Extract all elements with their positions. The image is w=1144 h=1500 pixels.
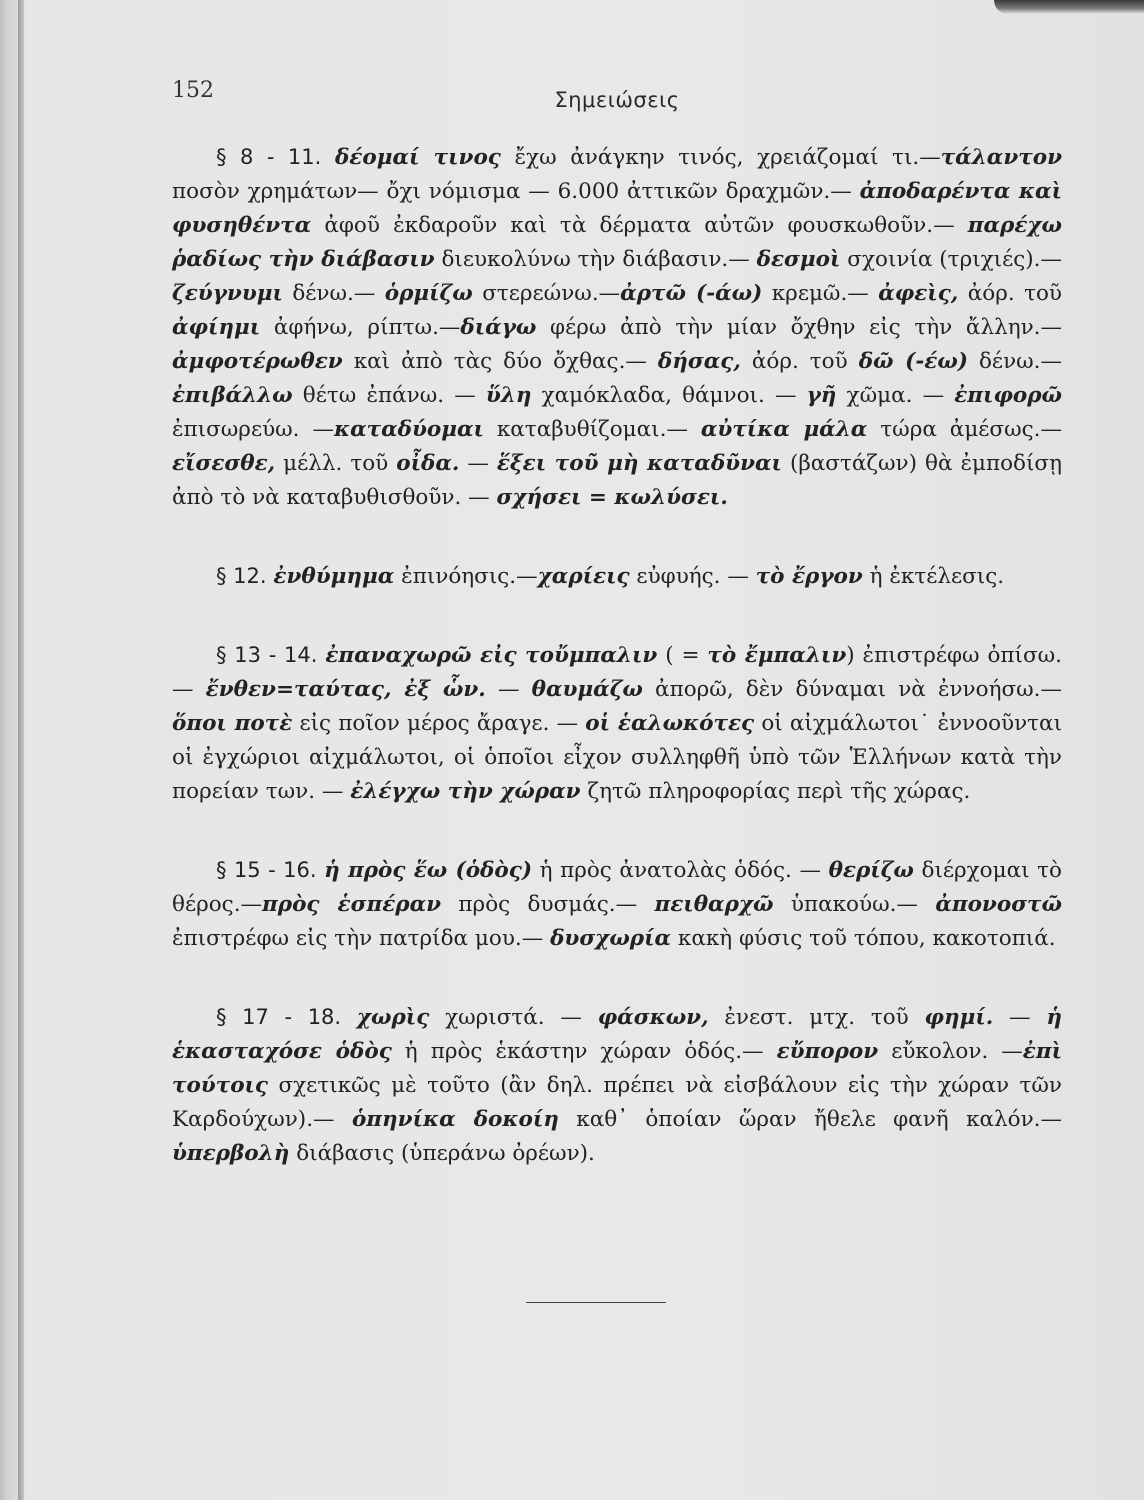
gloss-text: — <box>993 1005 1047 1030</box>
gloss-text: ἡ πρὸς ἀνατολὰς ὁδός. — <box>532 858 829 883</box>
headword: ὕλη <box>485 383 532 408</box>
gloss-text: διάβασις (ὑπεράνω ὀρέων). <box>289 1141 595 1166</box>
gloss-text: δένω.— <box>282 281 385 306</box>
gloss-text: ἀφήνω, ρίπτω.— <box>260 315 461 340</box>
gloss-text: θέτω ἐπάνω. — <box>292 383 486 408</box>
headword: ἡ πρὸς ἕω (ὁδὸς) <box>324 858 532 883</box>
headword: ὑπερβολὴ <box>172 1141 290 1166</box>
section-number: § 17 - 18. <box>216 1005 342 1029</box>
headword: τὸ ἔμπαλιν <box>707 643 847 668</box>
gloss-text: εὔκολον. — <box>878 1039 1023 1064</box>
notes-body <box>172 140 1062 1215</box>
scan-corner-shadow <box>994 0 1144 14</box>
headword: ἀφεὶς, <box>878 281 959 306</box>
headword: ἐπαναχωρῶ εἰς τοὔμπαλιν <box>325 643 658 668</box>
gloss-text: ὑπακούω.— <box>773 892 936 917</box>
gloss-text: — <box>459 451 497 476</box>
headword: ἐπὶ τούτοις <box>172 1039 1063 1098</box>
headword: ἐλέγχω τὴν χώραν <box>350 779 581 804</box>
headword: πειθαρχῶ <box>654 892 774 917</box>
headword: ἀφίημι <box>172 315 261 340</box>
gloss-text: ) ἐπιστρέφω ὀπίσω. — <box>172 643 1063 702</box>
gloss-text: καταβυθίζομαι.— <box>483 417 701 442</box>
section-number: § 8 - 11. <box>216 145 322 169</box>
headword: φημί. <box>924 1005 994 1030</box>
headword: ἡ ἑκασταχόσε ὁδὸς <box>172 1005 1062 1064</box>
headword: ἕξει τοῦ μὴ καταδῦναι <box>496 451 782 476</box>
gloss-text <box>317 858 325 883</box>
gloss-text: ἀόρ. τοῦ <box>958 281 1062 306</box>
page-number: 152 <box>172 78 214 103</box>
gloss-text <box>341 1005 357 1030</box>
headword: θερίζω <box>828 858 914 883</box>
gloss-text: ἀπορῶ, δὲν δύναμαι νὰ ἐννοήσω.— <box>642 677 1062 702</box>
headword: οἶδα. <box>396 451 460 476</box>
headword: ὁρμίζω <box>384 281 473 306</box>
note-paragraph-13-14 <box>172 638 1062 809</box>
gloss-text: ἐπισωρεύω. — <box>172 417 334 442</box>
running-title: Σημειώσεις <box>554 88 680 112</box>
gloss-text: ἡ πρὸς ἑκάστην χώραν ὁδός.— <box>391 1039 777 1064</box>
gloss-text: μέλλ. τοῦ <box>275 451 397 476</box>
headword: τάλαντον <box>940 145 1062 170</box>
headword: δῶ (-έω) <box>858 349 968 374</box>
headword: ἐπιβάλλω <box>172 383 293 408</box>
gloss-text: κρεμῶ.— <box>762 281 879 306</box>
headword: ἐπιφορῶ <box>954 383 1063 408</box>
note-paragraph-15-16 <box>172 853 1062 956</box>
gloss-text: ἐπινόησις.— <box>394 564 538 589</box>
gloss-text: (βαστάζων) θὰ ἐμποδίσῃ ἀπὸ τὸ νὰ καταβυθισθοῦν. — <box>172 451 1062 510</box>
headword: ἀπονοστῶ <box>935 892 1062 917</box>
gloss-text: οἱ αἰχμάλωτοι˙ ἐννοοῦνται οἱ ἐγχώριοι αἰχμάλωτοι, οἱ ὁποῖοι εἶχον συλληφθῆ ὑπὸ τῶν Ἑλλήνων κατὰ τὴν πορείαν των. — <box>172 711 1062 804</box>
headword: δέομαί τινος <box>334 145 501 170</box>
gloss-text: δένω.— <box>967 349 1062 374</box>
headword: ἔνθεν=ταύτας, ἐξ ὧν. <box>205 677 486 702</box>
headword: γῆ <box>806 383 837 408</box>
gloss-text: διευκολύνω τὴν διάβασιν.— <box>434 247 757 272</box>
headword: δεσμοὶ <box>756 247 841 272</box>
gloss-text: τώρα ἀμέσως.— <box>867 417 1063 442</box>
headword: ἀρτῶ (-άω) <box>620 281 763 306</box>
gloss-text: ποσὸν χρημάτων— ὄχι νόμισμα — 6.000 ἀττικῶν δραχμῶν.— <box>172 179 860 204</box>
gloss-text: καθ᾽ ὁποίαν ὥραν ἤθελε φανῆ καλόν.— <box>558 1107 1062 1132</box>
page-header <box>172 78 1062 118</box>
note-paragraph-12 <box>172 559 1062 594</box>
gloss-text: κακὴ φύσις τοῦ τόπου, κακοτοπιά. <box>671 926 1056 951</box>
note-paragraph-8-11 <box>172 140 1062 515</box>
end-rule <box>526 1302 666 1303</box>
gloss-text: χωριστά. — <box>429 1005 598 1030</box>
headword: πρὸς ἑσπέραν <box>262 892 442 917</box>
headword: εἴσεσθε, <box>172 451 276 476</box>
headword: δυσχωρία <box>550 926 672 951</box>
headword: χαρίεις <box>537 564 630 589</box>
gloss-text: σχετικῶς μὲ τοῦτο (ἂν δηλ. πρέπει νὰ εἰσβάλουν εἰς τὴν χώραν τῶν Καρδούχων).— <box>172 1073 1062 1132</box>
headword: ζεύγνυμι <box>172 281 283 306</box>
gloss-text <box>321 145 335 170</box>
headword: ἀμφοτέρωθεν <box>172 349 343 374</box>
headword: οἱ ἑαλωκότες <box>585 711 755 736</box>
page-binding-edge <box>18 0 24 1500</box>
headword: χωρὶς <box>356 1005 430 1030</box>
gloss-text: — <box>485 677 532 702</box>
gloss-text: ζητῶ πληροφορίας περὶ τῆς χώρας. <box>580 779 971 804</box>
gloss-text: ἀόρ. τοῦ <box>740 349 859 374</box>
gloss-text: ἔχω ἀνάγκην τινός, χρειάζομαί τι.— <box>500 145 941 170</box>
headword: εὔπορον <box>776 1039 879 1064</box>
headword: παρέχω ῥαδίως τὴν διάβασιν <box>172 213 1062 272</box>
gloss-text: ( = <box>657 643 708 668</box>
headword: τὸ ἔργον <box>755 564 863 589</box>
headword: διάγω <box>460 315 537 340</box>
gloss-text: ἀφοῦ ἐκδαροῦν καὶ τὰ δέρματα αὐτῶν φουσκωθοῦν.— <box>311 213 968 238</box>
gloss-text: καὶ ἀπὸ τὰς δύο ὄχθας.— <box>342 349 658 374</box>
gloss-text: ἐπιστρέφω εἰς τὴν πατρίδα μου.— <box>172 926 551 951</box>
section-number: § 13 - 14. <box>216 643 318 667</box>
gloss-text: ἐνεστ. μτχ. τοῦ <box>708 1005 925 1030</box>
gloss-text: φέρω ἀπὸ τὴν μίαν ὄχθην εἰς τὴν ἄλλην.— <box>536 315 1062 340</box>
gloss-text: σχοινία (τριχιές).— <box>840 247 1063 272</box>
gloss-text: στερεώνω.— <box>472 281 621 306</box>
gloss-text: χῶμα. — <box>836 383 955 408</box>
gloss-text: πρὸς δυσμάς.— <box>441 892 655 917</box>
gloss-text: διέρχομαι τὸ θέρος.— <box>172 858 1062 917</box>
section-number: § 12. <box>216 564 267 588</box>
section-number: § 15 - 16. <box>216 858 317 882</box>
gloss-text: ἡ ἐκτέλεσις. <box>862 564 1005 589</box>
gloss-text: εὐφυής. — <box>629 564 756 589</box>
note-paragraph-17-18 <box>172 1000 1062 1171</box>
gloss-text: χαμόκλαδα, θάμνοι. — <box>531 383 807 408</box>
headword: θαυμάζω <box>531 677 643 702</box>
headword: αὐτίκα μάλα <box>700 417 868 442</box>
headword: ὁπηνίκα δοκοίη <box>351 1107 559 1132</box>
headword: ὅποι ποτὲ <box>172 711 293 736</box>
headword: ἀποδαρέντα καὶ φυσηθέντα <box>172 179 1062 238</box>
gloss-text: εἰς ποῖον μέρος ἄραγε. — <box>292 711 586 736</box>
headword: ἐνθύμημα <box>273 564 395 589</box>
headword: καταδύομαι <box>333 417 484 442</box>
headword: δήσας, <box>657 349 741 374</box>
headword: φάσκων, <box>597 1005 709 1030</box>
headword: σχήσει = κωλύσει. <box>496 485 728 510</box>
